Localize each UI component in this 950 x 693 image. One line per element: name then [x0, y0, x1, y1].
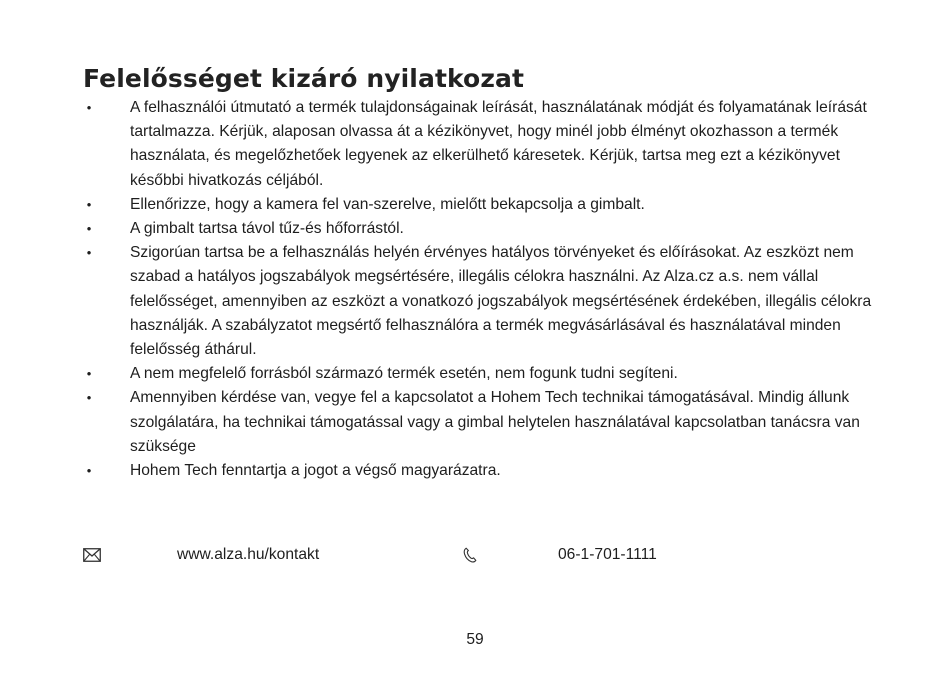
bullet-icon: • — [86, 366, 92, 382]
envelope-icon — [83, 548, 101, 562]
list-item-text: A gimbalt tartsa távol tűz-és hőforrástól. — [130, 220, 404, 238]
phone-number[interactable]: 06-1-701-1111 — [558, 546, 657, 563]
list-item-text: A felhasználói útmutató a termék tulajdonságainak leírását, használatának módját és folyamatának leírását tartalmazza. Kérjük, alaposan olvassa át a kézikönyvet, hogy minél jobb élményt okozhasson a termék használata, és megelőzhetőek legyenek az elkerülhető káresetek. Kérjük, tartsa meg ezt a kézikönyvet későbbi hivatkozás céljából. — [130, 99, 867, 189]
list-item-text: Amennyiben kérdése van, vegye fel a kapcsolatot a Hohem Tech technikai támogatásával. Mindig állunk szolgálatára, ha technikai támogatással vagy a gimbal helytelen használatával kapcsolatban tanácsra van szüksége — [130, 389, 860, 455]
page-number: 59 — [466, 631, 484, 648]
list-item — [83, 386, 873, 459]
list-item — [83, 96, 873, 193]
page-title: Felelősséget kizáró nyilatkozat — [83, 64, 524, 93]
list-item — [83, 217, 873, 241]
list-item-text: Szigorúan tartsa be a felhasználás helyén érvényes hatályos törvényeket és előírásokat. Az eszközt nem szabad a hatályos jogszabályok megsértésére, illegális célokra használni. Az Alza.cz a.s. nem vállal felelősséget, amennyiben az eszközt a vonatkozó jogszabályok megsértésének érdekében, illegális célokra használják. A szabályzatot megsértő felhasználóra a termék megvásárlásával és használatával minden felelősség áthárul. — [130, 244, 872, 359]
list-item-text: Hohem Tech fenntartja a jogot a végső magyarázatra. — [130, 462, 501, 480]
bullet-icon: • — [86, 196, 92, 212]
bullet-icon: • — [86, 463, 92, 479]
phone-icon — [463, 547, 477, 563]
list-item — [83, 193, 873, 217]
list-item — [83, 241, 873, 362]
list-item — [83, 362, 873, 386]
list-item-text: Ellenőrizze, hogy a kamera fel van-szerelve, mielőtt bekapcsolja a gimbalt. — [130, 195, 645, 213]
bullet-icon: • — [86, 221, 92, 237]
disclaimer-list — [83, 96, 873, 483]
list-item — [83, 459, 873, 483]
bullet-icon: • — [86, 390, 92, 406]
website-link[interactable]: www.alza.hu/kontakt — [177, 546, 320, 563]
bullet-icon: • — [86, 100, 92, 115]
contact-row — [0, 542, 950, 568]
bullet-icon: • — [86, 245, 92, 261]
list-item-text: A nem megfelelő forrásból származó termék esetén, nem fogunk tudni segíteni. — [130, 365, 678, 383]
